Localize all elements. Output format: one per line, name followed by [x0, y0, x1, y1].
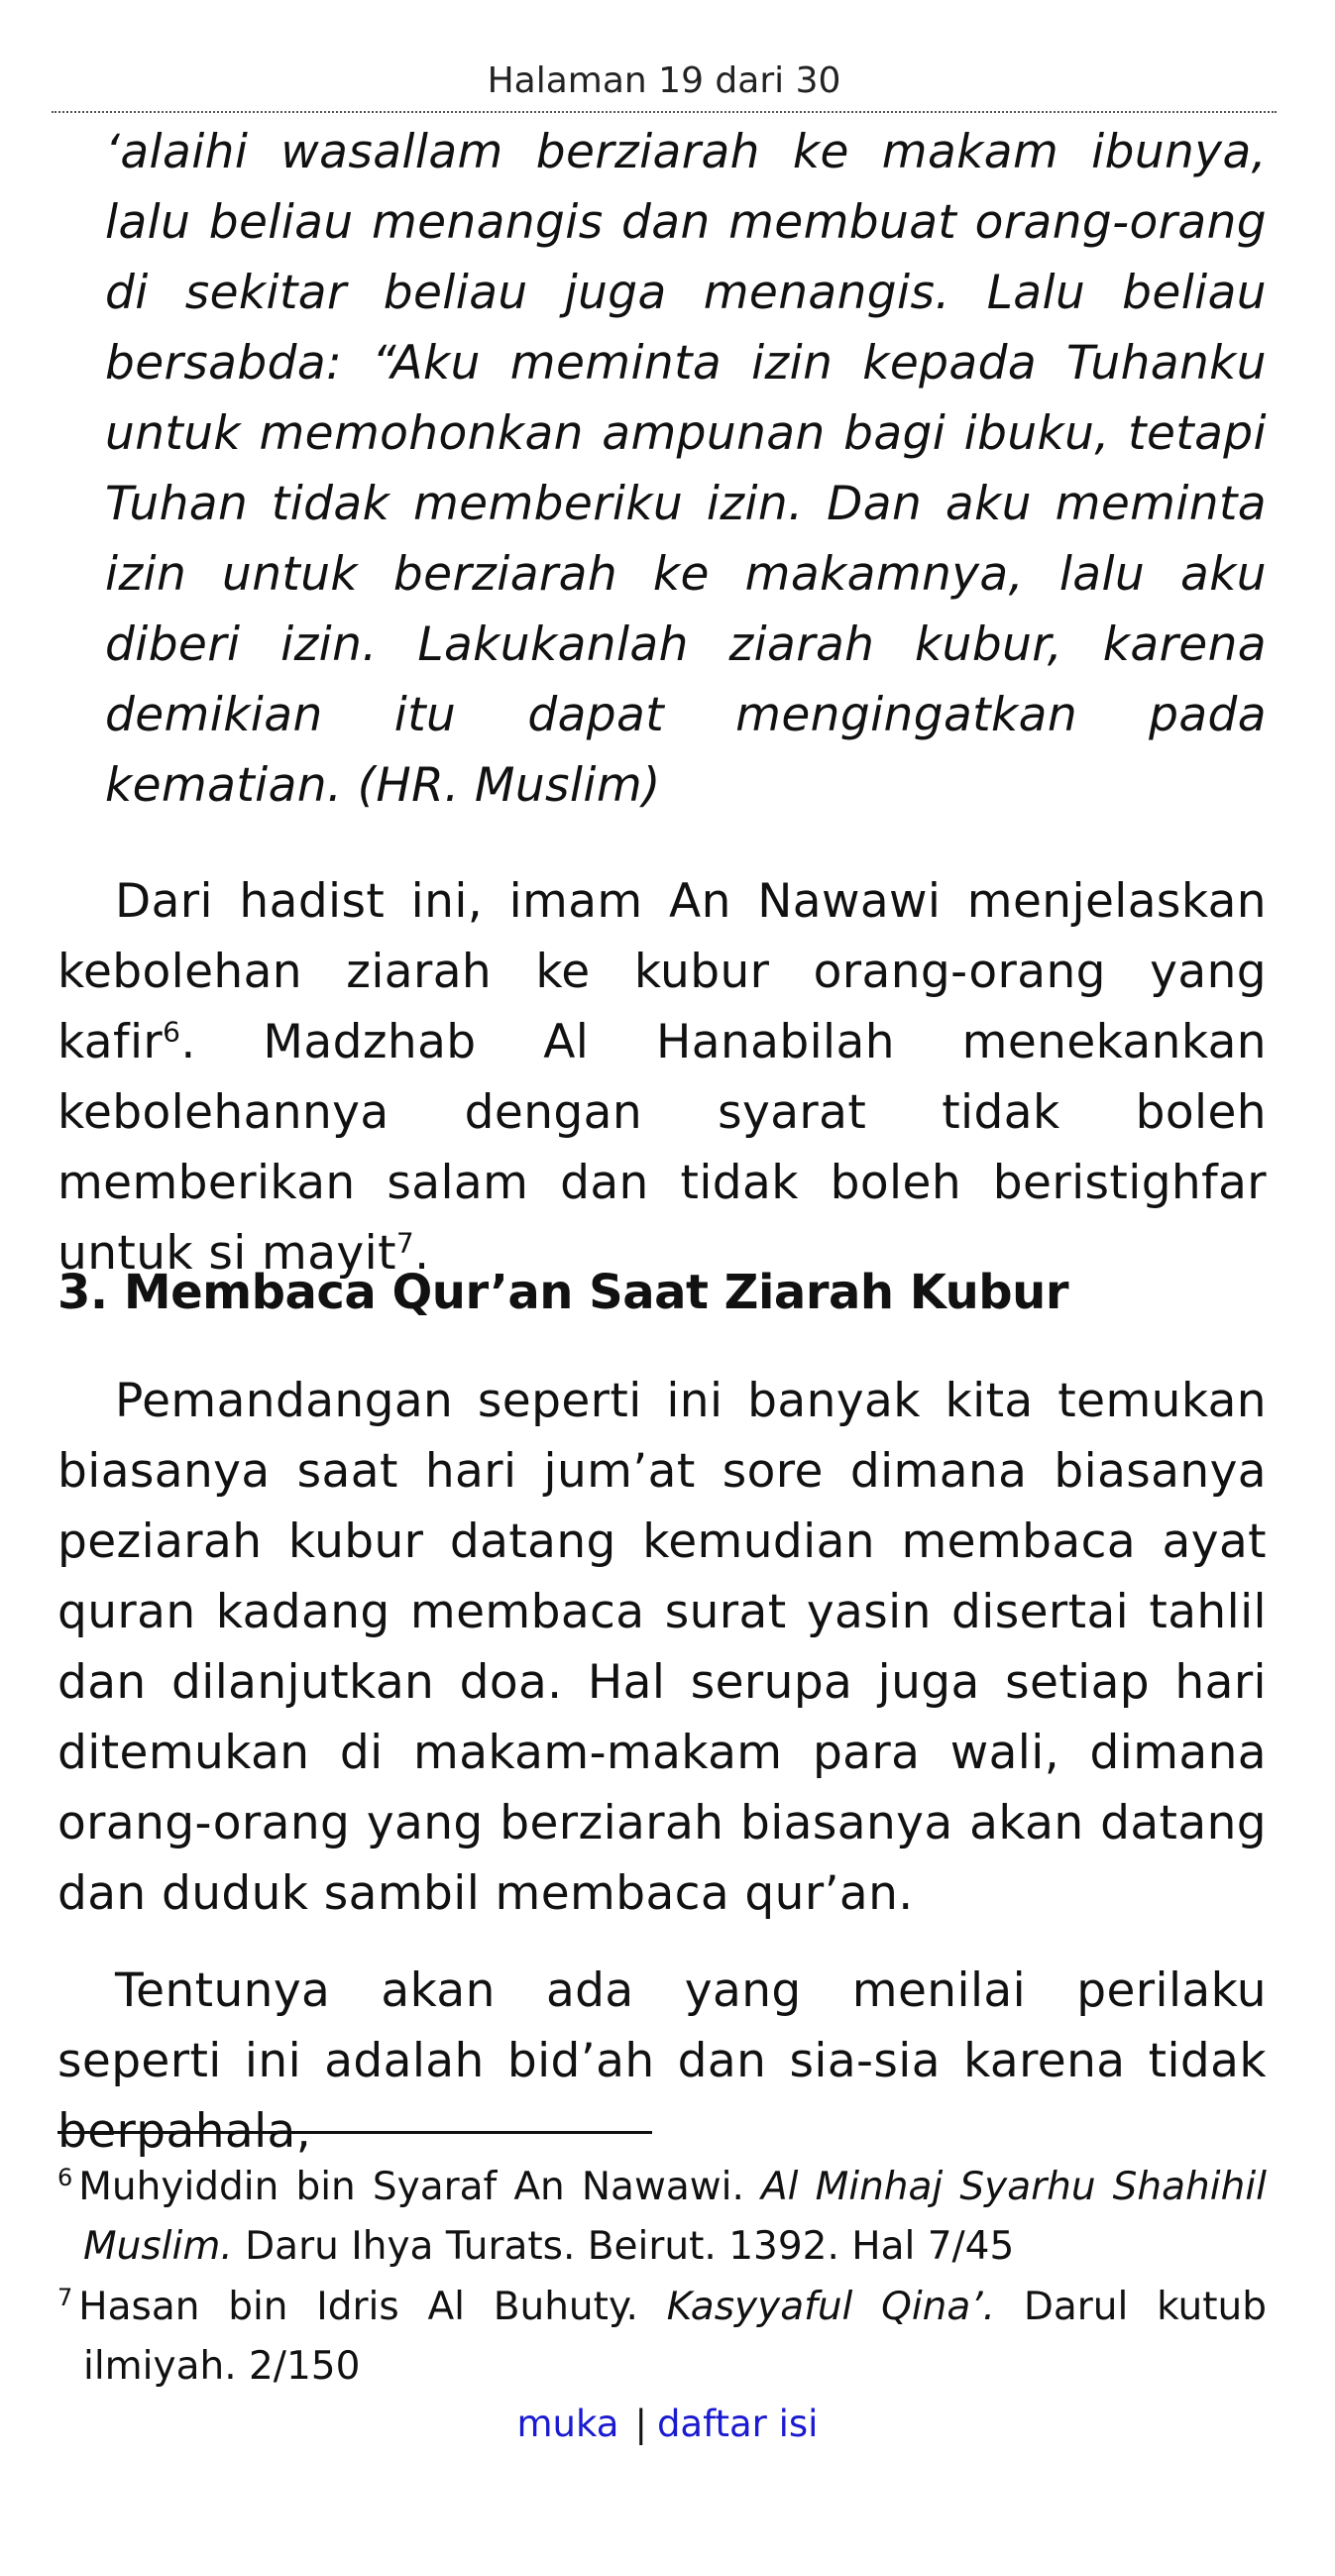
footnote-number: 6 — [57, 2164, 73, 2191]
body-paragraph-2: Pemandangan seperti ini banyak kita temukan biasanya saat hari jum’at sore dimana biasanya peziarah kubur datang kemudian membaca ayat quran kadang membaca surat yasin disertai tahlil dan dilanjutkan doa. Hal serupa juga setiap hari ditemukan di makam-makam para wali, dimana orang-orang yang berziarah biasanya akan datang dan duduk sambil membaca qur’an. — [57, 1374, 1267, 1921]
footnote-body — [57, 2158, 1267, 2277]
footnote-6 — [57, 2158, 1267, 2277]
cover-link[interactable]: muka — [516, 2403, 619, 2445]
section-heading: 3. Membaca Qur’an Saat Ziarah Kubur — [57, 1265, 1068, 1320]
paragraph-text: . — [414, 1226, 430, 1281]
footnote-author: Hasan bin Idris Al Buhuty. — [78, 2285, 638, 2329]
hadith-quote: ‘alaihi wasallam berziarah ke makam ibunya, lalu beliau menangis dan membuat orang-orang di sekitar beliau juga menangis. Lalu beliau bersabda: “Aku meminta izin kepada Tuhanku untuk memohonkan ampunan bagi ibuku, tetapi Tuhan tidak memberiku izin. Dan aku meminta izin untuk berziarah ke makamnya, lalu aku diberi izin. Lakukanlah ziarah kubur, karena demikian itu dapat mengingatkan pada kematian. (HR. Muslim) — [105, 125, 1267, 813]
body-paragraph-3: Tentunya akan ada yang menilai perilaku seperti ini adalah bid’ah dan sia-sia karena tidak berpahala, — [57, 1963, 1267, 2159]
body-paragraph-1 — [57, 866, 1267, 1288]
paragraph-text: . Madzhab Al Hanabilah menekankan kebolehannya dengan syarat tidak boleh memberikan salam dan tidak boleh beristighfar untuk si mayit — [57, 1015, 1267, 1281]
footnote-ref-7[interactable]: 7 — [395, 1226, 415, 1260]
page-navigation — [0, 2397, 1335, 2452]
page-number-header: Halaman 19 dari 30 — [487, 60, 841, 101]
footnote-publisher: Daru Ihya Turats. Beirut. 1392. Hal 7/45 — [245, 2224, 1015, 2269]
footnote-number: 7 — [57, 2284, 73, 2311]
footnote-7 — [57, 2278, 1267, 2397]
footnote-author: Muhyiddin bin Syaraf An Nawawi. — [78, 2165, 744, 2209]
footnote-title: Kasyyaful Qina’. — [666, 2285, 996, 2329]
footnote-ref-6[interactable]: 6 — [163, 1015, 181, 1049]
paragraph-text: Dari hadist ini, imam An Nawawi menjelaskan kebolehan ziarah ke kubur orang-orang yang kafir — [57, 874, 1267, 1069]
footnote-publisher: Darul kutub ilmiyah. 2/150 — [83, 2285, 1267, 2389]
nav-separator: | — [634, 2403, 647, 2445]
table-of-contents-link[interactable]: daftar isi — [656, 2403, 819, 2445]
footnote-title: Al Minhaj Syarhu Shahihil Muslim. — [83, 2165, 1267, 2269]
footnote-body — [57, 2278, 1267, 2397]
header-divider — [52, 111, 1277, 113]
footnote-divider — [57, 2131, 652, 2134]
